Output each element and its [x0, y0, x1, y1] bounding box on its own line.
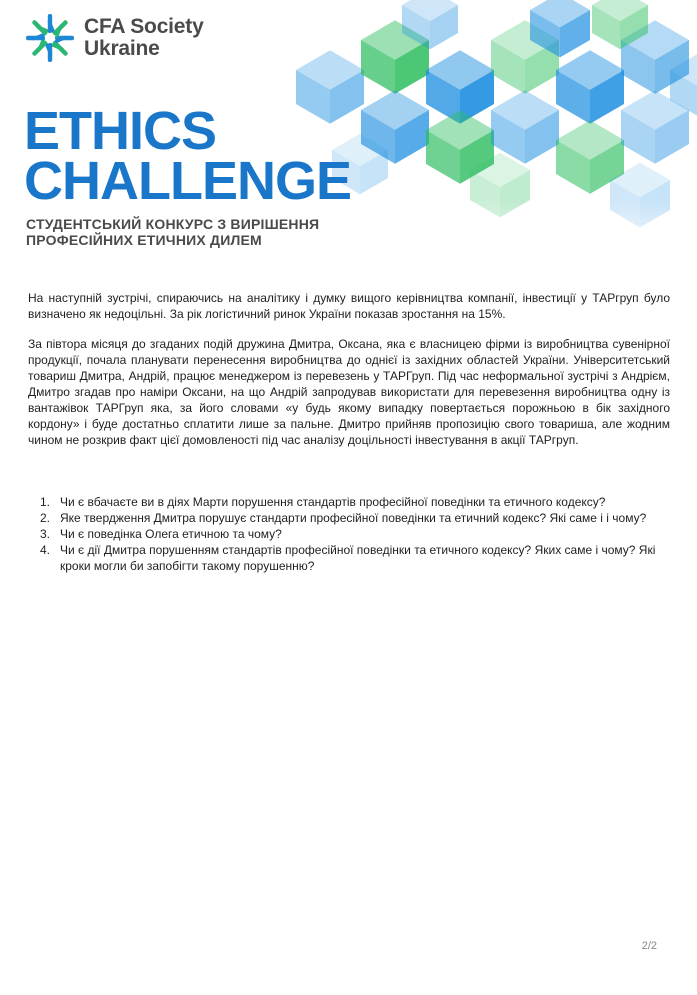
- page-title: [24, 101, 351, 211]
- question-text: Яке твердження Дмитра порушує стандарти професійної поведінки та етичний кодекс? Які саме і і чому?: [60, 511, 647, 525]
- question-number: 4.: [39, 543, 50, 557]
- page-number: 2/2: [641, 940, 657, 952]
- questions-list: [28, 494, 670, 574]
- logo-ray: [26, 36, 45, 40]
- logo-ray: [52, 40, 69, 57]
- cfa-logo-icon: [24, 12, 76, 64]
- paragraph-1: На наступній зустрічі, спираючись на аналітику і думку вищого керівництва компанії, інвестиції у ТАРгруп було визначено як недоцільні. За рік логістичний ринок України показав зростання на 15%.: [28, 291, 670, 321]
- title-line1: ETHICS: [24, 101, 217, 161]
- subtitle-line1: СТУДЕНТСЬКИЙ КОНКУРС З ВИРІШЕННЯ: [26, 216, 320, 232]
- logo-ray: [31, 40, 48, 57]
- question-number: 2.: [39, 511, 50, 525]
- cfa-society-logo: [24, 12, 204, 64]
- logo-ray: [31, 19, 48, 36]
- question-item: [28, 526, 670, 542]
- title-line2: CHALLENGE: [24, 151, 351, 211]
- subtitle-line2: ПРОФЕСІЙНИХ ЕТИЧНИХ ДИЛЕМ: [26, 232, 262, 248]
- question-item: [28, 494, 670, 510]
- page-subtitle: [26, 216, 319, 248]
- logo-text: [84, 16, 204, 60]
- question-text: Чи є поведінка Олега етичною та чому?: [60, 527, 282, 541]
- question-item: [28, 510, 670, 526]
- logo-ray: [48, 14, 52, 33]
- question-text: Чи є дії Дмитра порушенням стандартів професійної поведінки та етичного кодексу? Яких саме і чому? Які кроки могли би запобігти такому порушенню?: [60, 543, 656, 573]
- header-banner: [0, 0, 697, 270]
- paragraph-2: За півтора місяця до згаданих подій дружина Дмитра, Оксана, яка є власницею фірми із виробництва сувенірної продукції, почала планувати перенесення виробництва до однієї із західних областей України. Університетський товариш Дмитра, Андрій, працює менеджером із перевезень у ТАРГруп. Під час неформальної зустрічі з Андрієм, Дмитро згадав про наміри Оксани, на що Андрій запродував використати для перевезення виробництва одну із вантажівок ТАРГруп яка, за його словами «у будь якому випадку повертається порожньою в бік західного кордону» і буде достатньо сплатити лише за пальне. Дмитро прийняв пропозицію свого товариша, але жодним чином не розкрив факт цієї домовленості під час аналізу доцільності інвестування в акції ТАРгруп.: [28, 337, 670, 447]
- question-number: 1.: [39, 495, 50, 509]
- logo-ray: [52, 19, 69, 36]
- question-number: 3.: [39, 527, 50, 541]
- question-text: Чи є вбачаєте ви в діях Марти порушення стандартів професійної поведінки та етичного кодексу?: [60, 495, 606, 509]
- logo-ray: [48, 43, 52, 62]
- logo-line1: CFA Society: [84, 15, 204, 38]
- document-body: [28, 290, 670, 574]
- logo-line2: Ukraine: [84, 37, 160, 60]
- question-item: [28, 542, 670, 574]
